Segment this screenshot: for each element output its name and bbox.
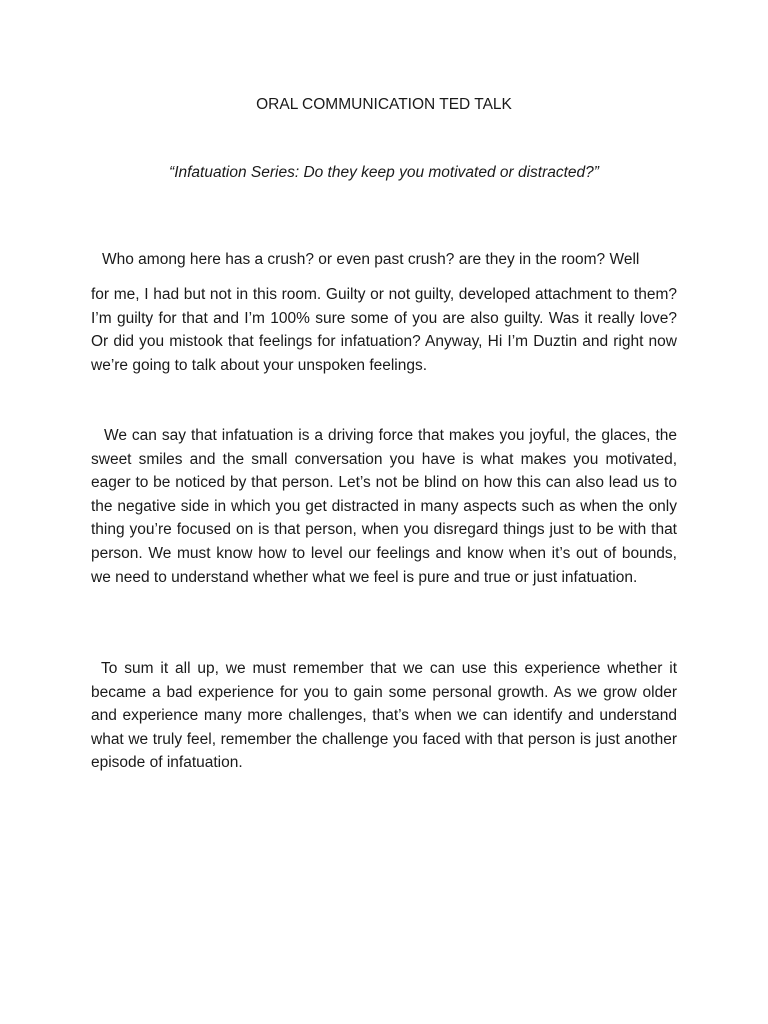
document-subtitle: “Infatuation Series: Do they keep you motivated or distracted?” [169,164,599,181]
paragraph-1-first-line: Who among here has a crush? or even past crush? are they in the room? Well [102,251,640,268]
paragraph-1-body: for me, I had but not in this room. Guilty or not guilty, developed attachment to them? I’m guilty for that and I’m 100% sure some of you are also guilty. Was it really love? Or did you mistook that feelings for infatuation? Anyway, Hi I’m Duztin and right now we’re going to talk about your unspoken feelings. [91,286,677,374]
document-title: ORAL COMMUNICATION TED TALK [256,96,512,113]
paragraph-2: We can say that infatuation is a driving force that makes you joyful, the glaces, the sweet smiles and the small conversation you have is what makes you motivated, eager to be noticed by that person. Let’s not be blind on how this can also lead us to the negative side in which you get distracted in many aspects such as when the only thing you’re focused on is that person, when you disregard things just to be with that person. We must know how to level our feelings and know when it’s out of bounds, we need to understand whether what we feel is pure and true or just infatuation. [91,427,677,586]
paragraph-3: To sum it all up, we must remember that we can use this experience whether it became a bad experience for you to gain some personal growth. As we grow older and experience many more challenges, that’s when we can identify and understand what we truly feel, remember the challenge you faced with that person is just another episode of infatuation. [91,660,677,772]
